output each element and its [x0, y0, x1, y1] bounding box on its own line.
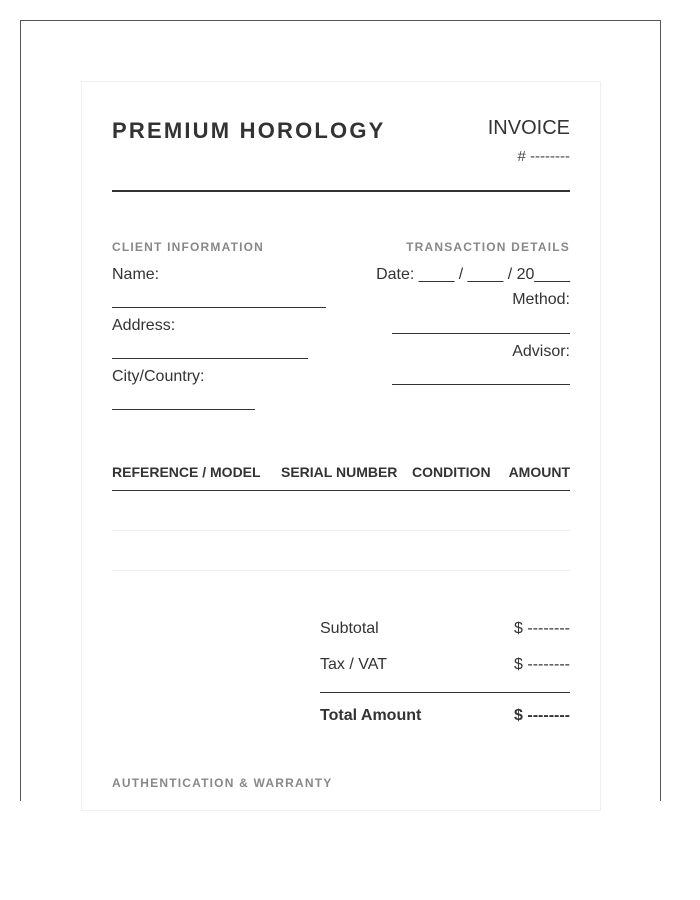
method-field[interactable] — [392, 333, 570, 334]
name-field[interactable] — [112, 307, 326, 308]
address-field[interactable] — [112, 358, 308, 359]
subtotal-label: Subtotal — [320, 620, 379, 637]
advisor-label: Advisor: — [512, 343, 570, 360]
date-field[interactable]: Date: ____ / ____ / 20____ — [376, 266, 570, 283]
header-divider — [112, 190, 570, 192]
city-country-field[interactable] — [112, 409, 255, 410]
column-header-amount: AMOUNT — [508, 464, 570, 480]
column-header-reference-model: REFERENCE / MODEL — [112, 464, 261, 480]
client-information-label: CLIENT INFORMATION — [112, 240, 265, 254]
column-header-condition: CONDITION — [412, 464, 491, 480]
company-name: PREMIUM HOROLOGY — [112, 118, 386, 143]
total-amount-label: Total Amount — [320, 707, 422, 724]
total-amount-value: $ -------- — [514, 707, 570, 724]
method-label: Method: — [512, 291, 570, 308]
tax-label: Tax / VAT — [320, 656, 387, 673]
advisor-field[interactable] — [392, 384, 570, 385]
subtotal-value: $ -------- — [514, 620, 570, 637]
transaction-details-label: TRANSACTION DETAILS — [406, 240, 570, 254]
totals-divider — [320, 692, 570, 693]
authentication-warranty-label: AUTHENTICATION & WARRANTY — [112, 776, 333, 790]
invoice-number: # -------- — [517, 148, 570, 165]
table-row-divider — [112, 570, 570, 571]
invoice-title: INVOICE — [487, 117, 570, 139]
tax-value: $ -------- — [514, 656, 570, 673]
city-country-label: City/Country: — [112, 368, 205, 385]
table-row-divider — [112, 530, 570, 531]
name-label: Name: — [112, 266, 160, 283]
address-label: Address: — [112, 317, 176, 334]
table-header-divider — [112, 490, 570, 491]
column-header-serial-number: SERIAL NUMBER — [281, 464, 398, 480]
